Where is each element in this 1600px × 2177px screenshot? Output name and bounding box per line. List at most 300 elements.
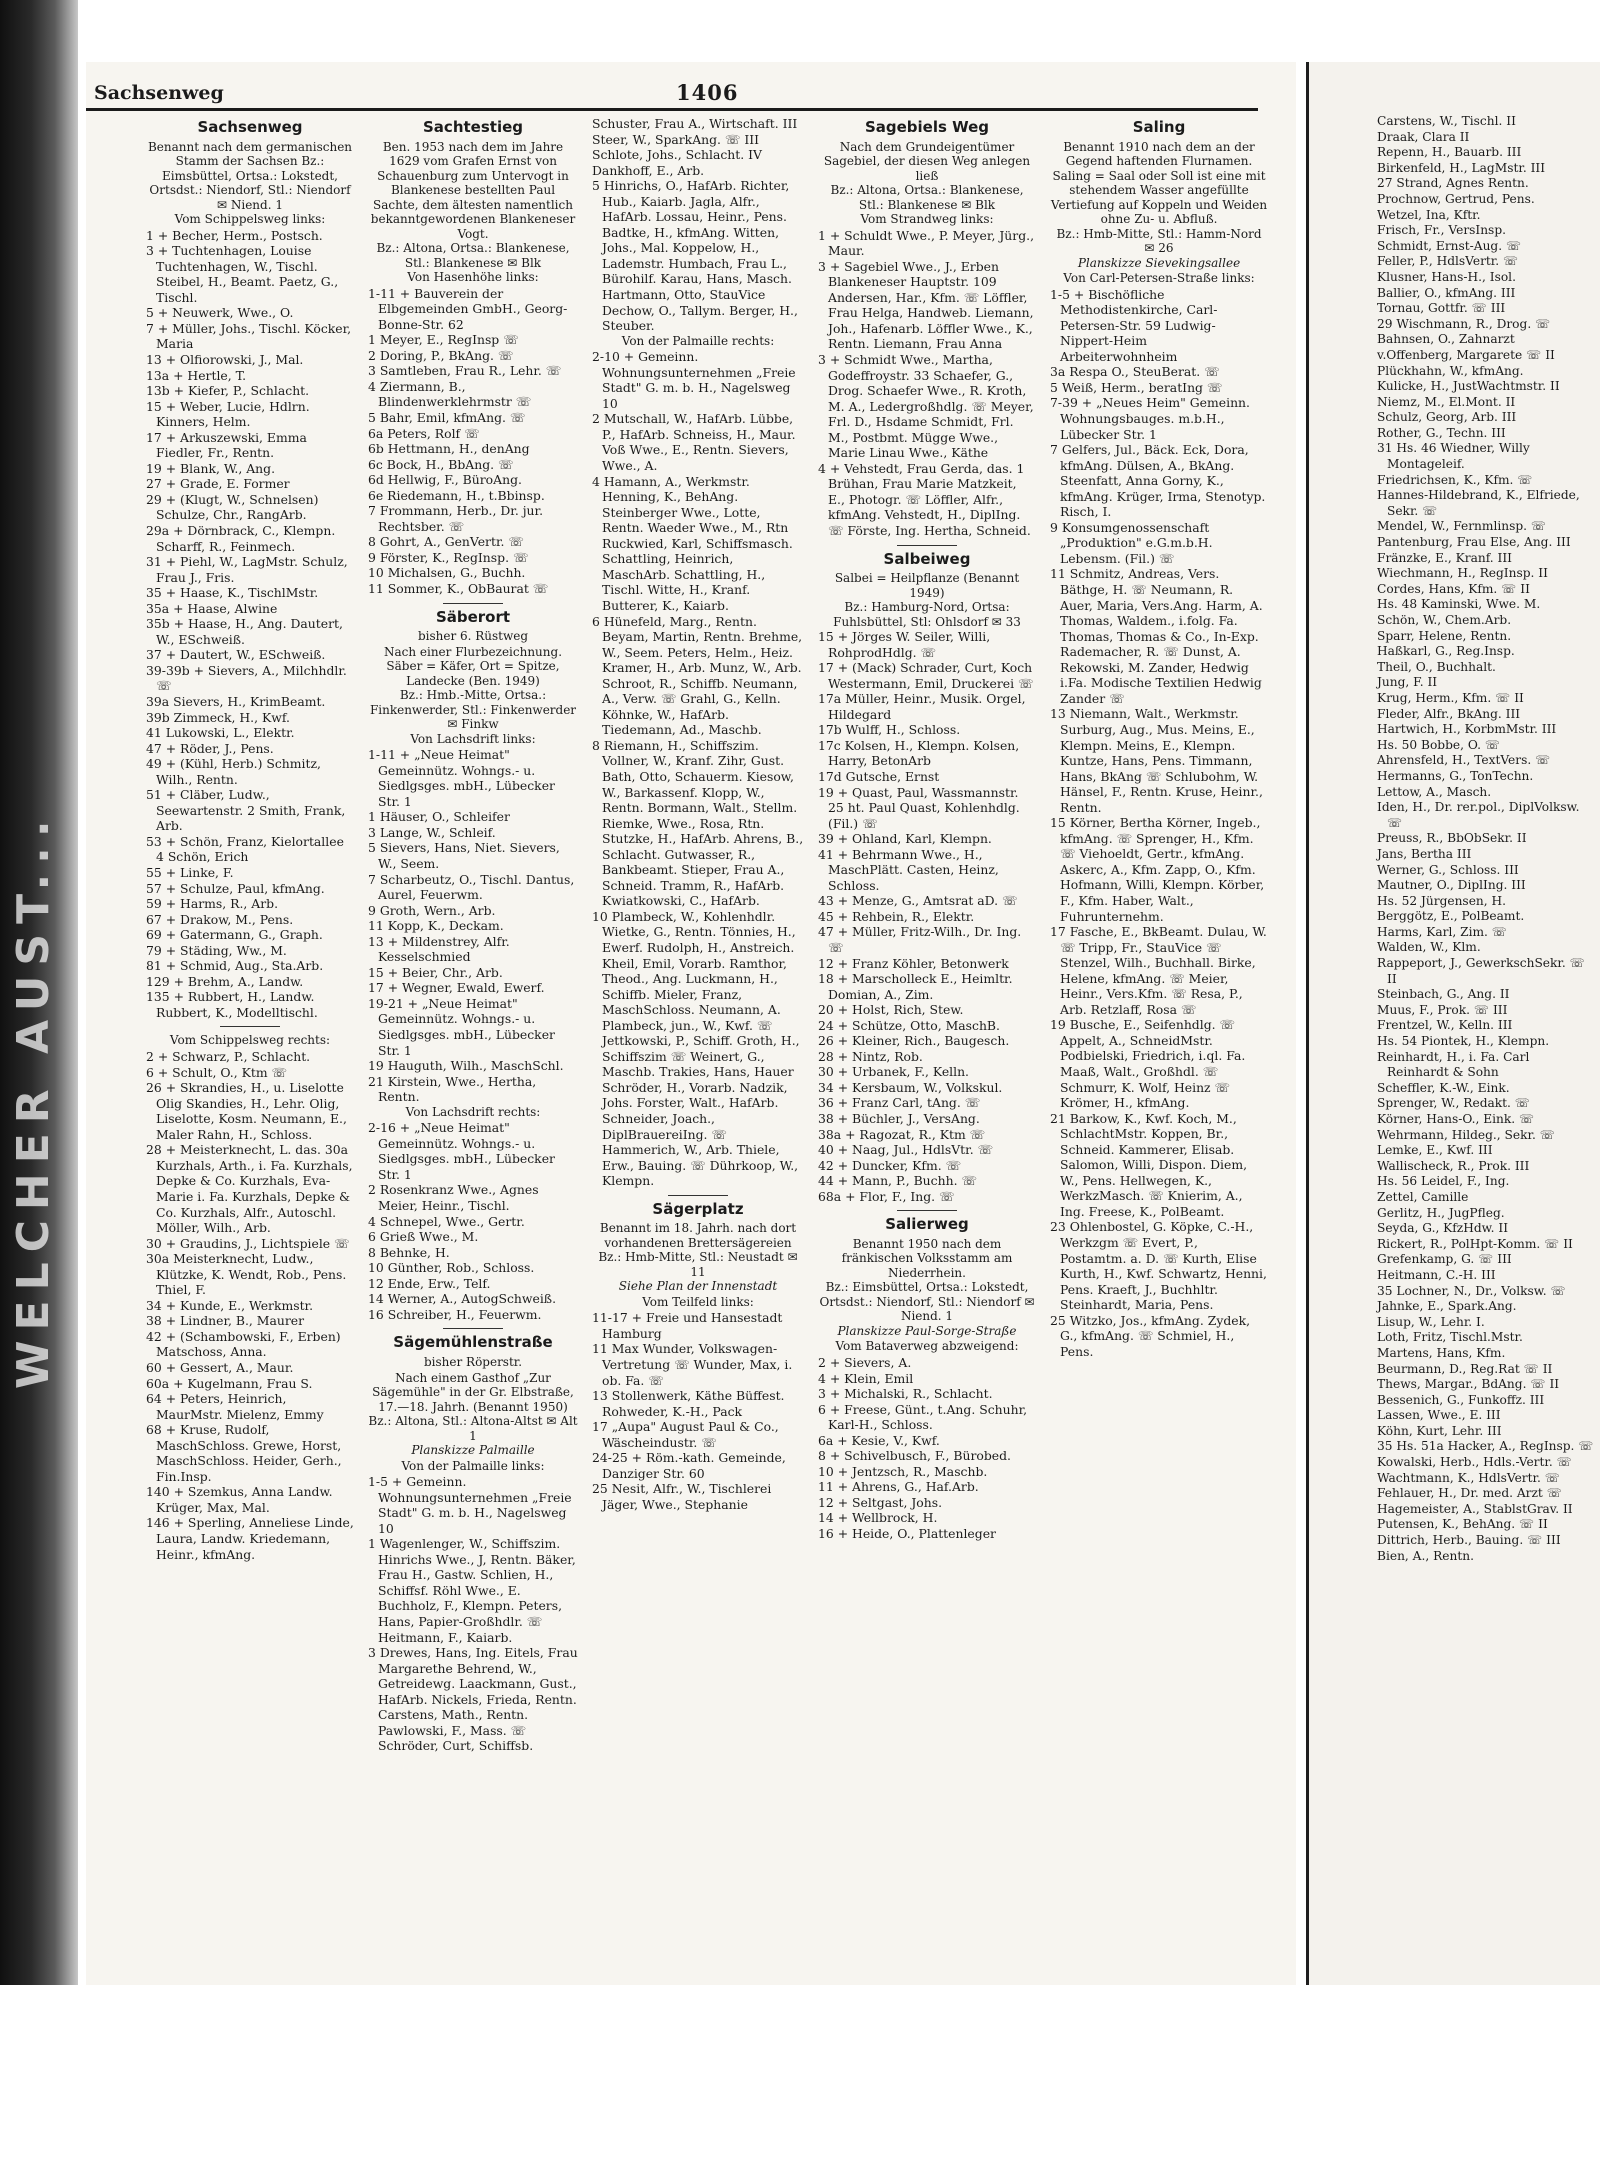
address-entry: 12 Ende, Erw., Telf.: [368, 1275, 491, 1291]
scan-edge: [0, 0, 78, 1985]
spine-text: WELCHER AUST...: [8, 810, 59, 1390]
address-entry: Ahrensfeld, H., TextVers. ☏: [1377, 753, 1551, 768]
address-entry: 5 Weiß, Herm., beratIng ☏: [1050, 379, 1223, 395]
direction-note: Vom Schippelsweg rechts:: [169, 1033, 331, 1048]
direction-note: Von Lachsdrift links:: [410, 731, 536, 746]
section-divider: [443, 603, 503, 604]
address-entry: 68a + Flor, F., Ing. ☏: [818, 1188, 955, 1204]
address-entry: 6d Hellwig, F., BüroAng.: [368, 472, 522, 488]
street-heading: Salierweg: [885, 1215, 969, 1234]
direction-note: Von der Palmaille rechts:: [621, 333, 775, 348]
address-entry: 10 Michalsen, G., Buchh.: [368, 565, 526, 581]
address-entry: Friedrichsen, K., Kfm. ☏: [1377, 472, 1533, 487]
address-entry: Köhn, Kurt, Lehr. III: [1377, 1423, 1502, 1438]
address-entry: 15 + Jörges W. Seiler, Willi, RohprodHdlg. ☏: [818, 629, 991, 660]
street-heading: Sägerplatz: [652, 1199, 744, 1218]
address-entry: 15 + Beier, Chr., Arb.: [368, 964, 503, 980]
address-entry: Krug, Herm., Kfm. ☏ II: [1377, 690, 1524, 705]
address-entry: Schön, W., Chem.Arb.: [1377, 613, 1512, 627]
address-entry: 41 Lukowski, L., Elektr.: [146, 725, 295, 741]
address-entry: 35 Lochner, N., Dr., Volksw. ☏: [1377, 1283, 1566, 1298]
address-entry: 1-5 + Gemeinn. Wohnungsunternehmen „Freie Stadt" G. m. b. H., Nagelsweg 10: [368, 1474, 572, 1536]
address-entry: 13 Niemann, Walt., Werkmstr. Surburg, Aug., Mus. Meins, E., Klempn. Meins, E., Klempn. Kuntze, Hans, Pens. Timmann, Hans, BkAng ☏ Schlubohm, W. Hänsel, F., Rentn. Kruse, Heinr., Rentn.: [1050, 706, 1263, 815]
street-heading: Saling: [1132, 118, 1186, 136]
street-heading: Sagebiels Weg: [864, 118, 990, 136]
address-entry: Dittrich, Herb., Bauing. ☏ III: [1377, 1533, 1561, 1548]
address-entry: Lassen, Wwe., E. III: [1377, 1408, 1501, 1423]
address-entry: Sprenger, W., Redakt. ☏: [1377, 1096, 1531, 1111]
address-entry: 29 + (Klugt, W., Schnelsen) Schulze, Chr., RangArb.: [146, 491, 319, 523]
direction-note: Vom Strandweg links:: [860, 212, 994, 227]
address-entry: 6 + Schult, O., Ktm ☏: [146, 1064, 288, 1080]
address-entry: 17 + Wegner, Ewald, Ewerf.: [368, 980, 545, 996]
address-entry: Fehlauer, H., Dr. med. Arzt ☏: [1377, 1486, 1562, 1501]
address-entry: Hs. 54 Piontek, H., Klempn.: [1377, 1034, 1550, 1049]
address-entry: 10 Plambeck, W., Kohlenhdlr. Wietke, G., Rentn. Tönnies, H., Ewerf. Rudolph, H., Anstreich. Kheil, Emil, Vorarb. Ramthor, Theod., Ang. Luckmann, H., Schiffb. Mieler, Franz, MaschSchloss. Neumann, A. Plambeck, jun., W., Kwf. ☏ Jettkowski, P., Schiff. Groth, H., Schiffszim ☏ Weinert, G., Maschb. Trakies, Hans, Hauer Schröder, H., Vorarb. Nadzik, Johs. Forster, Walt., HafArb. Schneider, Joach., DiplBrauereiIng. ☏ Hammerich, W., Arb. Thiele, Erw., Bauing. ☏ Dührkoop, W., Klempn.: [592, 908, 800, 1189]
address-entry: 4 + Klein, Emil: [818, 1370, 914, 1386]
address-entry: Iden, H., Dr. rer.pol., DiplVolksw. ☏: [1377, 800, 1580, 830]
address-entry: 30 + Graudins, J., Lichtspiele ☏: [146, 1235, 350, 1251]
address-entry: Pantenburg, Frau Else, Ang. III: [1377, 535, 1571, 550]
address-entry: 13 Stollenwerk, Käthe Büffest. Rohweder, K.-H., Pack: [592, 1388, 785, 1419]
page-number: 1406: [676, 80, 739, 105]
address-entry: Hermanns, G., TonTechn.: [1377, 768, 1534, 783]
address-entry: 27 + Grade, E. Former: [146, 476, 290, 492]
address-entry: 68 + Kruse, Rudolf, MaschSchloss. Grewe, Horst, MaschSchloss. Heider, Gerh., Fin.Insp.: [146, 1422, 342, 1484]
address-entry: 17d Gutsche, Ernst: [818, 769, 940, 784]
address-entry: 35 + Haase, K., TischlMstr.: [146, 585, 319, 601]
section-divider: [220, 1026, 280, 1027]
street-description: Salbei = Heilpflanze (Benannt 1949): [834, 571, 1020, 600]
street-heading: Salbeiweg: [883, 549, 971, 568]
address-entry: 30a Meisterknecht, Ludw., Klützke, K. Wendt, Rob., Pens. Thiel, F.: [146, 1251, 347, 1298]
address-entry: 41 + Behrmann Wwe., H., MaschPlätt. Casten, Heinz, Schloss.: [818, 846, 999, 893]
address-entry: 39b Zimmeck, H., Kwf.: [146, 709, 290, 725]
address-entry: 26 + Skrandies, H., u. Liselotte Olig Skandies, H., Lehr. Olig, Liselotte, Kosm. Neumann, E., Maler Rahn, H., Schloss.: [146, 1080, 347, 1142]
address-entry: Frisch, Fr., VersInsp.: [1377, 223, 1506, 238]
address-entry: Steinbach, G., Ang. II: [1377, 987, 1510, 1002]
address-entry: 11 Max Wunder, Volkswagen-Vertretung ☏ Wunder, Max, i. ob. Fa. ☏: [592, 1341, 793, 1388]
address-entry: Steer, W., SparkAng. ☏ III: [592, 131, 760, 147]
address-entry: 44 + Mann, P., Buchh. ☏: [818, 1173, 977, 1189]
address-entry: 8 Gohrt, A., GenVertr. ☏: [368, 534, 524, 550]
address-entry: Putensen, K., BehAng. ☏ II: [1377, 1517, 1548, 1532]
address-entry: Thews, Margar., BdAng. ☏ II: [1377, 1377, 1560, 1392]
address-entry: Jans, Bertha III: [1377, 846, 1472, 861]
address-entry: Hagemeister, A., StablstGrav. II: [1377, 1501, 1573, 1516]
street-description: Bz.: Altona, Ortsa.: Blankenese, Stl.: Blankenese ✉ Blk: [376, 241, 570, 270]
address-entry: Kulicke, H., JustWachtmstr. II: [1377, 379, 1560, 394]
address-entry: 19 Busche, E., Seifenhdlg. ☏ Appelt, A., SchneidMstr. Podbielski, Friedrich, i.ql. Fa. Maaß, Walt., Großhdl. ☏ Schmurr, K. Wolf, Heinz ☏ Krömer, H., kfmAng.: [1050, 1017, 1246, 1111]
address-entry: 28 + Nintz, Rob.: [818, 1048, 923, 1064]
address-entry: 14 + Wellbrock, H.: [818, 1510, 938, 1526]
address-entry: 13a + Hertle, T.: [146, 367, 247, 383]
address-entry: Jung, F. II: [1377, 675, 1438, 690]
address-entry: 43 + Menze, G., Amtsrat aD. ☏: [818, 893, 1018, 909]
address-entry: 38a + Ragozat, R., Ktm ☏: [818, 1126, 986, 1142]
address-entry: 129 + Brehm, A., Landw.: [146, 973, 304, 989]
address-entry: 17 + (Mack) Schrader, Curt, Koch Westermann, Emil, Druckerei ☏: [818, 660, 1034, 691]
address-entry: Carstens, W., Tischl. II: [1377, 114, 1516, 128]
address-entry: 17c Kolsen, H., Klempn. Kolsen, Harry, BetonArb: [818, 737, 1020, 769]
address-entry: 19-21 + „Neue Heimat" Gemeinnütz. Wohngs.- u. Siedlgsges. mbH., Lübecker Str. 1: [368, 995, 555, 1058]
address-entry: 60a + Kugelmann, Frau S.: [146, 1375, 313, 1391]
address-entry: 35 Hs. 51a Hacker, A., RegInsp. ☏: [1377, 1439, 1594, 1454]
address-entry: 59 + Harms, R., Arb.: [146, 896, 279, 912]
address-entry: 7-39 + „Neues Heim" Gemeinn. Wohnungsbauges. m.b.H., Lübecker Str. 1: [1050, 395, 1250, 442]
address-entry: 135 + Rubbert, H., Landw. Rubbert, K., Modelltischl.: [146, 989, 318, 1020]
address-entry: 53 + Schön, Franz, Kielortallee 4 Schön, Erich: [146, 833, 344, 865]
address-entry: 18 + Marscholleck E., Heimltr. Domian, A., Zim.: [818, 971, 1013, 1002]
address-entry: 6 Hünefeld, Marg., Rentn. Beyam, Martin, Rentn. Brehme, W., Seem. Peters, Helm., Heiz. Kramer, H., Arb. Munz, W., Arb. Schroot, R., Schiffb. Neumann, A., Verw. ☏ Grahl, G., Kelln. Köhnke, W., HafArb. Tiedemann, Ad., Maschb.: [592, 613, 803, 738]
address-entry: Hs. 56 Leidel, F., Ing.: [1377, 1174, 1510, 1189]
address-entry: Fleder, Alfr., BkAng. III: [1377, 706, 1521, 721]
address-entry: Seyda, G., KfzHdw. II: [1377, 1221, 1509, 1236]
address-entry: 4 Hamann, A., Werkmstr. Henning, K., BehAng. Steinberger Wwe., Lotte, Rentn. Waeder Wwe., M., Rtn Ruckwied, Karl, Schiffsmasch. Schattling, Heinrich, MaschArb. Schattling, H., Tischl. Witte, H., Kranf. Butterer, K., Kaiarb.: [592, 473, 793, 613]
street-description: Ben. 1953 nach dem im Jahre 1629 vom Grafen Ernst von Schauenburg zum Untervogt in Blankenese bestellten Paul Sachte, dem ältesten namentlich bekanntgewordenen Blankeneser Vogt.: [370, 139, 576, 241]
address-entry: 1-11 + „Neue Heimat" Gemeinnütz. Wohngs.- u. Siedlgsges. mbH., Lübecker Str. 1: [368, 747, 555, 809]
next-page-column: [1309, 62, 1600, 1564]
address-entry: Wachtmann, K., HdlsVertr. ☏: [1377, 1470, 1560, 1485]
street-description: Nach einem Gasthof „Zur Sägemühle" in der Gr. Elbstraße, 17.—18. Jahrh. (Benannt 1950): [372, 1370, 574, 1414]
address-entry: Ballier, O., kfmAng. III: [1377, 285, 1516, 300]
address-entry: 2-10 + Gemeinn. Wohnungsunternehmen „Freie Stadt" G. m. b. H., Nagelsweg 10: [592, 349, 796, 411]
address-entry: Jahnke, E., Spark.Ang.: [1377, 1299, 1517, 1314]
next-page-fragment: [1306, 62, 1600, 1985]
address-entry: Heitmann, C.-H. III: [1377, 1267, 1496, 1282]
address-entry: 3 + Sagebiel Wwe., J., Erben Blankeneser Hauptstr. 109 Andersen, Har., Kfm. ☏ Löffler, Frau Helga, Handweb. Liemann, Joh., Hafenarb. Löffler Wwe., K., Rentn. Liemann, Frau Anna: [818, 258, 1034, 352]
address-entry: 55 + Linke, F.: [146, 865, 234, 881]
address-entry: 17b Wulff, H., Schloss.: [818, 722, 961, 738]
address-entry: Lemke, E., Kwf. III: [1377, 1143, 1493, 1158]
address-entry: 8 + Schivelbusch, F., Bürobed.: [818, 1448, 1011, 1464]
address-entry: Feller, P., HdlsVertr. ☏: [1377, 254, 1519, 269]
address-entry: 12 + Franz Köhler, Betonwerk: [818, 955, 1009, 971]
street-description: Bz.: Eimsbüttel, Ortsa.: Lokstedt, Ortsdst.: Niendorf, Stl.: Niendorf ✉ Niend. 1: [819, 1280, 1035, 1324]
address-entry: 11-17 + Freie und Hansestadt Hamburg: [592, 1310, 783, 1341]
address-entry: 24 + Schütze, Otto, MaschB.: [818, 1017, 1000, 1033]
address-entry: 11 Kopp, K., Deckam.: [368, 918, 504, 934]
address-entry: 3 + Michalski, R., Schlacht.: [818, 1386, 993, 1402]
address-entry: Birkenfeld, H., LagMstr. III: [1377, 160, 1546, 175]
address-entry: 38 + Büchler, J., VersAng.: [818, 1111, 980, 1127]
address-entry: 21 Barkow, K., Kwf. Koch, M., SchlachtMstr. Koppen, Br., Schneid. Kammerer, Elisab. Salomon, Willi, Dispon. Diem, W., Pens. Hellwegen, K., WerkzMasch. ☏ Knierim, A., Ing. Freese, K., PolBeamt.: [1050, 1110, 1248, 1219]
address-entry: 1 Meyer, E., RegInsp ☏: [368, 332, 519, 348]
address-entry: 12 + Seltgast, Johs.: [818, 1494, 943, 1510]
page-header: [86, 80, 1258, 111]
address-entry: 13b + Kiefer, P., Schlacht.: [146, 383, 310, 399]
address-entry: Reinhardt, H., i. Fa. Carl Reinhardt & Sohn: [1377, 1049, 1530, 1080]
direction-note: Von Lachsdrift rechts:: [405, 1104, 541, 1119]
address-entry: 42 + Duncker, Kfm. ☏: [818, 1157, 962, 1173]
plan-reference: Siehe Plan der Innenstadt: [618, 1279, 778, 1294]
address-entry: Mautner, O., DiplIng. III: [1377, 878, 1526, 893]
address-entry: 8 Riemann, H., Schiffszim. Vollner, W., Kranf. Zihr, Gust. Bath, Otto, Schauerm. Kiesow, W., Barkassenf. Klopp, W., Rentn. Bormann, Walt., Stellm. Riemke, Wwe., Rosa, Rtn. Stutzke, H., HafArb. Ahrens, B., Schlacht. Gutwasser, R., Bankbeamt. Stieper, Frau A., Schneid. Tramm, R., HafArb. Kwiatkowski, C., HafArb.: [592, 737, 804, 909]
address-entry: 7 Gelfers, Jul., Bäck. Eck, Dora, kfmAng. Dülsen, A., BkAng. Steenfatt, Anna Gorny, K., kfmAng. Krüger, Irma, Stenotyp. Risch, I.: [1050, 442, 1266, 520]
direction-note: Von Hasenhöhe links:: [407, 270, 539, 285]
address-entry: Harms, Karl, Zim. ☏: [1377, 924, 1508, 939]
address-entry: 4 Ziermann, B., Blindenwerklehrmstr ☏: [368, 378, 532, 410]
address-entry: 19 Hauguth, Wilh., MaschSchl.: [368, 1058, 564, 1074]
direction-note: Vom Teilfeld links:: [642, 1294, 754, 1309]
address-entry: Lettow, A., Masch.: [1377, 784, 1492, 799]
address-entry: 9 Groth, Wern., Arb.: [368, 902, 496, 918]
address-entry: 1 + Schuldt Wwe., P. Meyer, Jürg., Maur.: [818, 227, 1035, 259]
address-entry: 24-25 + Röm.-kath. Gemeinde, Danziger Str. 60: [592, 1450, 786, 1481]
address-entry: Klusner, Hans-H., Isol.: [1377, 269, 1516, 284]
street-description: Benannt 1910 nach dem an der Gegend haftenden Flurnamen. Saling = Saal oder Soll ist eine mit stehendem Wasser angefüllte Vertiefung auf Koppeln und Weiden ohne Zu- u. Abfluß.: [1050, 139, 1268, 227]
street-description: Bz.: Hamburg-Nord, Ortsa: Fuhlsbüttel, Stl: Ohlsdorf ✉ 33: [833, 600, 1021, 629]
address-entry: 79 + Städing, Ww., M.: [146, 942, 287, 958]
address-entry: Wallischeck, R., Prok. III: [1377, 1158, 1530, 1173]
address-entry: 17 + Arkuszewski, Emma Fiedler, Fr., Rentn.: [146, 429, 307, 461]
address-entry: Plückhahn, W., kfmAng.: [1377, 363, 1524, 378]
address-entry: 10 Günther, Rob., Schloss.: [368, 1260, 535, 1276]
address-entry: 42 + (Schambowski, F., Erben) Matschoss, Anna.: [146, 1328, 341, 1360]
address-entry: Tornau, Gottfr. ☏ III: [1377, 301, 1506, 316]
section-divider: [443, 1328, 503, 1329]
address-entry: Fränzke, E., Kranf. III: [1377, 550, 1512, 565]
address-entry: 28 + Meisterknecht, L. das. 30a Kurzhals, Arth., i. Fa. Kurzhals, Depke & Co. Kurzhals, Eva-Marie i. Fa. Kurzhals, Depke & Co. Kurzhals, Alfr., Autoschl. Möller, Wilh., Arb.: [146, 1142, 353, 1236]
direction-note: Vom Schippelsweg links:: [174, 212, 326, 227]
address-entry: 64 + Peters, Heinrich, MaurMstr. Mielenz, Emmy: [146, 1391, 324, 1422]
address-entry: Körner, Hans-O., Eink. ☏: [1377, 1112, 1535, 1126]
running-head: Sachsenweg: [94, 82, 224, 104]
address-entry: 6 Grieß Wwe., M.: [368, 1229, 479, 1245]
address-entry: Wehrmann, Hildeg., Sekr. ☏: [1377, 1127, 1555, 1142]
directory-columns: [146, 116, 1268, 1976]
address-entry: 19 + Quast, Paul, Wassmannstr. 25 ht. Paul Quast, Kohlenhdlg. (Fil.) ☏: [818, 784, 1020, 831]
street-description: Bz.: Altona, Stl.: Altona-Altst ✉ Alt 1: [368, 1414, 578, 1443]
address-entry: 30 + Urbanek, F., Kelln.: [818, 1064, 969, 1080]
plan-reference: Planskizze Palmaille: [411, 1443, 535, 1457]
column-4: [818, 116, 1036, 1976]
address-entry: 13 + Mildenstrey, Alfr. Kesselschmied: [368, 933, 510, 965]
address-entry: Draak, Clara II: [1377, 129, 1470, 144]
address-entry: 57 + Schulze, Paul, kfmAng.: [146, 880, 325, 896]
address-entry: 1-5 + Bischöfliche Methodistenkirche, Carl-Petersen-Str. 59 Ludwig-Nippert-Heim Arbeiterwohnheim: [1050, 286, 1218, 364]
address-entry: 3a Respa O., SteuBerat. ☏: [1050, 364, 1220, 380]
address-entry: Hannes-Hildebrand, K., Elfriede, Sekr. ☏: [1377, 488, 1580, 518]
section-divider: [897, 545, 957, 546]
address-entry: 17 „Aupa" August Paul & Co., Wäscheindustr. ☏: [592, 1419, 779, 1450]
address-entry: 2 Doring, P., BkAng. ☏: [368, 347, 514, 363]
address-entry: 47 + Müller, Fritz-Wilh., Dr. Ing. ☏: [818, 924, 1022, 956]
address-entry: Rappeport, J., GewerkschSekr. ☏ II: [1377, 956, 1585, 986]
address-entry: 3 + Tuchtenhagen, Louise Tuchtenhagen, W., Tischl. Steibel, H., Beamt. Paetz, G., Tischl.: [146, 243, 339, 305]
address-entry: 9 Förster, K., RegInsp. ☏: [368, 549, 529, 565]
address-entry: Schlote, Johs., Schlacht. IV: [592, 147, 762, 163]
address-entry: 31 Hs. 46 Wiedner, Willy Montageleif.: [1377, 441, 1530, 472]
address-entry: Hs. 50 Bobbe, O. ☏: [1377, 737, 1501, 752]
address-entry: 5 + Neuwerk, Wwe., O.: [146, 305, 294, 321]
address-entry: 146 + Sperling, Anneliese Linde, Laura, Landw. Kriedemann, Heinr., kfmAng.: [146, 1515, 354, 1562]
address-entry: Rother, G., Techn. III: [1377, 425, 1506, 440]
address-entry: Prochnow, Gertrud, Pens.: [1377, 191, 1535, 206]
direction-note: Von Carl-Petersen-Straße links:: [1063, 271, 1255, 286]
address-entry: Loth, Fritz, Tischl.Mstr.: [1377, 1330, 1523, 1345]
address-entry: 4 Schnepel, Wwe., Gertr.: [368, 1213, 525, 1229]
address-entry: 15 Körner, Bertha Körner, Ingeb., kfmAng. ☏ Sprenger, H., Kfm. ☏ Viehoeldt, Gertr., kfmAng. Askerc, A., Kfm. Zapp, O., Kfm. Hofmann, Willi, Klempn. Körber, F., Kfm. Haber, Walt., Fuhrunternehm.: [1050, 815, 1265, 924]
column-1: [146, 116, 354, 1976]
address-entry: Cordes, Hans, Kfm. ☏ II: [1377, 581, 1530, 596]
street-heading: Säberort: [435, 607, 511, 626]
address-entry: Bahnsen, O., Zahnarzt: [1377, 332, 1515, 347]
address-entry: 34 + Kunde, E., Werkmstr.: [146, 1297, 314, 1313]
address-entry: 17a Müller, Heinr., Musik. Orgel, Hildegard: [818, 691, 1026, 722]
address-entry: Hartwich, H., KorbmMstr. III: [1377, 722, 1557, 737]
address-entry: 7 Scharbeutz, O., Tischl. Dantus, Aurel, Feuerwm.: [368, 871, 575, 903]
street-description: Nach dem Grundeigentümer Sagebiel, der diesen Weg anlegen ließ: [823, 139, 1031, 183]
address-entry: 39-39b + Sievers, A., Milchhdlr. ☏: [146, 662, 347, 694]
address-entry: 45 + Rehbein, R., Elektr.: [818, 908, 975, 924]
plan-reference: Planskizze Sievekingsallee: [1077, 255, 1241, 270]
address-entry: 39a Sievers, H., KrimBeamt.: [146, 694, 326, 709]
address-entry: 27 Strand, Agnes Rentn.: [1377, 176, 1529, 191]
address-entry: 69 + Gatermann, G., Graph.: [146, 927, 323, 943]
address-entry: Wiechmann, H., RegInsp. II: [1377, 566, 1548, 581]
address-entry: 29a + Dörnbrack, C., Klempn. Scharff, R., Feinmech.: [146, 522, 336, 554]
street-description: Benannt im 18. Jahrh. nach dort vorhandenen Brettersägereien: [599, 1221, 797, 1250]
address-entry: 6b Hettmann, H., denAng: [368, 441, 530, 457]
column-3: [592, 116, 804, 1976]
street-description: Bz.: Hmb.-Mitte, Ortsa.: Finkenwerder, Stl.: Finkenwerder ✉ Finkw: [369, 688, 577, 732]
address-entry: 2 Rosenkranz Wwe., Agnes Meier, Heinr., Tischl.: [368, 1182, 539, 1214]
address-entry: Frentzel, W., Kelln. III: [1377, 1018, 1513, 1033]
address-entry: Bien, A., Rentn.: [1377, 1548, 1474, 1563]
address-entry: Mendel, W., Fernmlinsp. ☏: [1377, 519, 1547, 534]
address-entry: 3 + Schmidt Wwe., Martha, Godeffroystr. 33 Schaefer, G., Drog. Schaefer Wwe., R. Kroth, M. A., Ledergroßhdlg. ☏ Meyer, Frl. D., Hsdame Schmidt, Frl. M., Postbmt. Mügge Wwe., Marie Linau Wwe., Käthe: [818, 351, 1034, 461]
address-entry: 1 + Becher, Herm., Postsch.: [146, 227, 323, 243]
address-entry: 31 + Piehl, W., LagMstr. Schulz, Frau J., Fris.: [146, 554, 348, 585]
address-entry: Haßkarl, G., Reg.Insp.: [1377, 644, 1515, 659]
address-entry: 14 Werner, A., AutogSchweiß.: [368, 1291, 557, 1307]
address-entry: 6a + Kesie, V., Kwf.: [818, 1432, 940, 1448]
address-entry: 2 + Schwarz, P., Schlacht.: [146, 1049, 311, 1065]
address-entry: 19 + Blank, W., Ang.: [146, 460, 276, 476]
address-entry: 38 + Lindner, B., Maurer: [146, 1313, 305, 1329]
address-entry: 15 + Weber, Lucie, Hdlrn. Kinners, Helm.: [146, 398, 310, 430]
address-entry: Bessenich, G., Funkoffz. III: [1377, 1392, 1545, 1407]
address-entry: 13 + Olfiorowski, J., Mal.: [146, 351, 304, 367]
address-entry: Zettel, Camille: [1377, 1189, 1469, 1204]
address-entry: 20 + Holst, Rich, Stew.: [818, 1002, 964, 1018]
address-entry: Wetzel, Ina, Kftr.: [1377, 207, 1481, 222]
address-entry: 6 + Freese, Günt., t.Ang. Schuhr, Karl-H., Schloss.: [818, 1401, 1028, 1433]
address-entry: 6a Peters, Rolf ☏: [368, 425, 480, 441]
section-divider: [897, 1210, 957, 1211]
address-entry: Gerlitz, H., JugPfleg.: [1377, 1205, 1505, 1220]
address-entry: Werner, G., Schloss. III: [1377, 862, 1519, 877]
address-entry: Preuss, R., BbObSekr. II: [1377, 831, 1527, 846]
address-entry: 5 Hinrichs, O., HafArb. Richter, Hub., Kaiarb. Jagla, Alfr., HafArb. Lossau, Heinr., Pens. Badtke, H., kfmAng. Witten, Johs., Mal. Koppelow, H., Lademstr. Humbach, Frau L., Bürohilf. Karau, Hans, Masch. Hartmann, Otto, StauVice Dechow, O., Tallym. Berger, H., Steuber.: [592, 178, 798, 334]
address-entry: 23 Ohlenbostel, G. Köpke, C.-H., Werkzgm ☏ Evert, P., Postamtm. a. D. ☏ Kurth, Elise Kurth, H., Kwf. Schwartz, Henni, Pens. Kraeft, J., Buchhltr. Steinhardt, Maria, Pens.: [1050, 1219, 1267, 1313]
address-entry: 6e Riedemann, H., t.Bbinsp.: [368, 487, 545, 503]
address-entry: Hs. 48 Kaminski, Wwe. M.: [1377, 597, 1541, 612]
address-entry: 11 Schmitz, Andreas, Vers. Bäthge, H. ☏ Neumann, R. Auer, Maria, Vers.Ang. Harm, A. Thomas, Waldem., i.folg. Fa. Thomas, Thomas & Co., In-Exp. Rademacher, R. ☏ Dunst, A. Rekowski, M. Zander, Hedwig i.Fa. Modische Textilien Hedwig Zander ☏: [1050, 566, 1263, 706]
address-entry: 4 + Vehstedt, Frau Gerda, das. 1 Brühan, Frau Marie Matzkeit, E., Photogr. ☏ Löffler, Alfr., kfmAng. Vehstedt, H., DiplIng. ☏ Förste, Ing. Hertha, Schneid.: [818, 460, 1031, 538]
address-entry: 10 + Jentzsch, R., Maschb.: [818, 1463, 988, 1479]
address-entry: 25 Nesit, Alfr., W., Tischlerei Jäger, Wwe., Stephanie: [592, 1481, 772, 1512]
address-entry: Muus, F., Prok. ☏ III: [1377, 1002, 1508, 1017]
street-description: Bz.: Hmb-Mitte, Stl.: Hamm-Nord ✉ 26: [1056, 226, 1262, 256]
street-heading: Sachtestieg: [423, 118, 523, 136]
address-entry: 47 + Röder, J., Pens.: [146, 740, 274, 756]
direction-note: bisher 6. Rüstweg: [417, 629, 529, 644]
section-divider: [668, 1195, 728, 1196]
address-entry: 34 + Kersbaum, W., Volkskul.: [818, 1079, 1003, 1095]
address-entry: 3 Samtleben, Frau R., Lehr. ☏: [368, 363, 562, 379]
address-entry: 3 Lange, W., Schleif.: [368, 824, 496, 840]
address-entry: 140 + Szemkus, Anna Landw. Krüger, Max, Mal.: [146, 1484, 333, 1515]
address-entry: 6c Bock, H., BbAng. ☏: [368, 456, 514, 472]
direction-note: bisher Röperstr.: [423, 1354, 523, 1369]
address-entry: Schmidt, Ernst-Aug. ☏: [1377, 238, 1522, 253]
address-entry: 5 Sievers, Hans, Niet. Sievers, W., Seem.: [368, 840, 560, 871]
address-entry: Scheffler, K.-W., Eink.: [1377, 1080, 1510, 1095]
address-entry: 1 Wagenlenger, W., Schiffszim. Hinrichs Wwe., J, Rentn. Bäker, Frau H., Gastw. Schlien, H., Schiffsf. Röhl Wwe., E. Buchholz, F., Klempn. Peters, Hans, Papier-Großhdlr. ☏ Heitmann, F., Kaiarb.: [368, 1536, 576, 1645]
direction-note: Von der Palmaille links:: [401, 1458, 545, 1473]
address-entry: 2-16 + „Neue Heimat" Gemeinnütz. Wohngs.- u. Siedlgsges. mbH., Lübecker Str. 1: [368, 1120, 555, 1182]
plan-reference: Planskizze Paul-Sorge-Straße: [837, 1323, 1017, 1338]
address-entry: Theil, O., Buchhalt.: [1377, 659, 1496, 674]
address-entry: 35b + Haase, H., Ang. Dautert, W., ESchweiß.: [146, 616, 343, 647]
address-entry: Dankhoff, E., Arb.: [592, 162, 705, 178]
address-entry: Schulz, Georg, Arb. III: [1377, 410, 1517, 425]
address-entry: 7 Frommann, Herb., Dr. jur. Rechtsber. ☏: [368, 503, 544, 534]
address-entry: 21 Kirstein, Wwe., Hertha, Rentn.: [368, 1073, 537, 1105]
address-entry: 37 + Dautert, W., ESchweiß.: [146, 647, 326, 663]
address-entry: v.Offenberg, Margarete ☏ II: [1377, 347, 1555, 362]
address-entry: Walden, W., Klm.: [1377, 940, 1481, 955]
address-entry: 1-11 + Bauverein der Elbgemeinden GmbH., Georg-Bonne-Str. 62: [368, 285, 568, 332]
address-entry: 29 Wischmann, R., Drog. ☏: [1377, 316, 1551, 331]
address-entry: 2 + Sievers, A.: [818, 1354, 912, 1370]
street-description: Benannt 1950 nach dem fränkischen Volksstamm am Niederrhein.: [841, 1236, 1013, 1280]
direction-note: Vom Bataverweg abzweigend:: [835, 1339, 1019, 1354]
address-entry: 35a + Haase, Alwine: [146, 600, 278, 616]
address-entry: Niemz, M., El.Mont. II: [1377, 394, 1516, 409]
address-entry: 67 + Drakow, M., Pens.: [146, 911, 294, 927]
street-description: Bz.: Hmb-Mitte, Stl.: Neustadt ✉ 11: [598, 1250, 798, 1279]
address-entry: Rickert, R., PolHpt-Komm. ☏ II: [1377, 1236, 1573, 1251]
address-entry: 9 Konsumgenossenschaft „Produktion" e.G.m.b.H. Lebensm. (Fil.) ☏: [1050, 519, 1213, 566]
address-entry: 17 Fasche, E., BkBeamt. Dulau, W. ☏ Tripp, Fr., StauVice ☏ Stenzel, Wilh., Buchhall. Birke, Helene, kfmAng. ☏ Meier, Heinr., Vers.Kfm. ☏ Resa, P., Arb. Retzlaff, Rosa ☏: [1050, 924, 1267, 1017]
address-entry: 1 Häuser, O., Schleifer: [368, 809, 510, 825]
column-2: [368, 116, 578, 1976]
address-entry: 7 + Müller, Johs., Tischl. Köcker, Maria: [146, 320, 352, 352]
address-entry: 39 + Ohland, Karl, Klempn.: [818, 831, 992, 847]
address-entry: 51 + Cläber, Ludw., Seewartenstr. 2 Smith, Frank, Arb.: [146, 787, 346, 834]
address-entry: Lisup, W., Lehr. I.: [1377, 1314, 1485, 1329]
street-description: Nach einer Flurbezeichnung. Säber = Käfer, Ort = Spitze, Landecke (Ben. 1949): [383, 644, 563, 688]
street-heading: Sägemühlenstraße: [393, 1333, 553, 1352]
address-entry: Beurmann, D., Reg.Rat ☏ II: [1377, 1361, 1553, 1376]
address-entry: 26 + Kleiner, Rich., Baugesch.: [818, 1033, 1010, 1049]
address-entry: Schuster, Frau A., Wirtschaft. III: [592, 116, 798, 131]
address-entry: 2 Mutschall, W., HafArb. Lübbe, P., HafArb. Schneiss, H., Maur. Voß Wwe., E., Rentn. Sievers, Wwe., A.: [592, 411, 796, 474]
address-entry: Berggötz, E., PolBeamt.: [1377, 909, 1525, 924]
address-entry: 81 + Schmid, Aug., Sta.Arb.: [146, 958, 324, 974]
street-heading: Sachsenweg: [197, 118, 303, 136]
address-entry: 3 Drewes, Hans, Ing. Eitels, Frau Margarethe Behrend, W., Getreidewg. Laackmann, Gust., HafArb. Nickels, Frieda, Rentn. Carstens, Math., Rentn. Pawlowski, F., Mass. ☏ Schröder, Curt, Schiffsb.: [368, 1645, 578, 1754]
address-entry: 40 + Naag, Jul., HdlsVtr. ☏: [818, 1142, 994, 1158]
street-description: Bz.: Altona, Ortsa.: Blankenese, Stl.: Blankenese ✉ Blk: [830, 183, 1024, 212]
address-entry: 36 + Franz Carl, tAng. ☏: [818, 1095, 981, 1111]
address-entry: 11 Sommer, K., ObBaurat ☏: [368, 580, 549, 596]
address-entry: 60 + Gessert, A., Maur.: [146, 1359, 294, 1375]
address-entry: Kowalski, Herb., Hdls.-Vertr. ☏: [1377, 1455, 1572, 1470]
